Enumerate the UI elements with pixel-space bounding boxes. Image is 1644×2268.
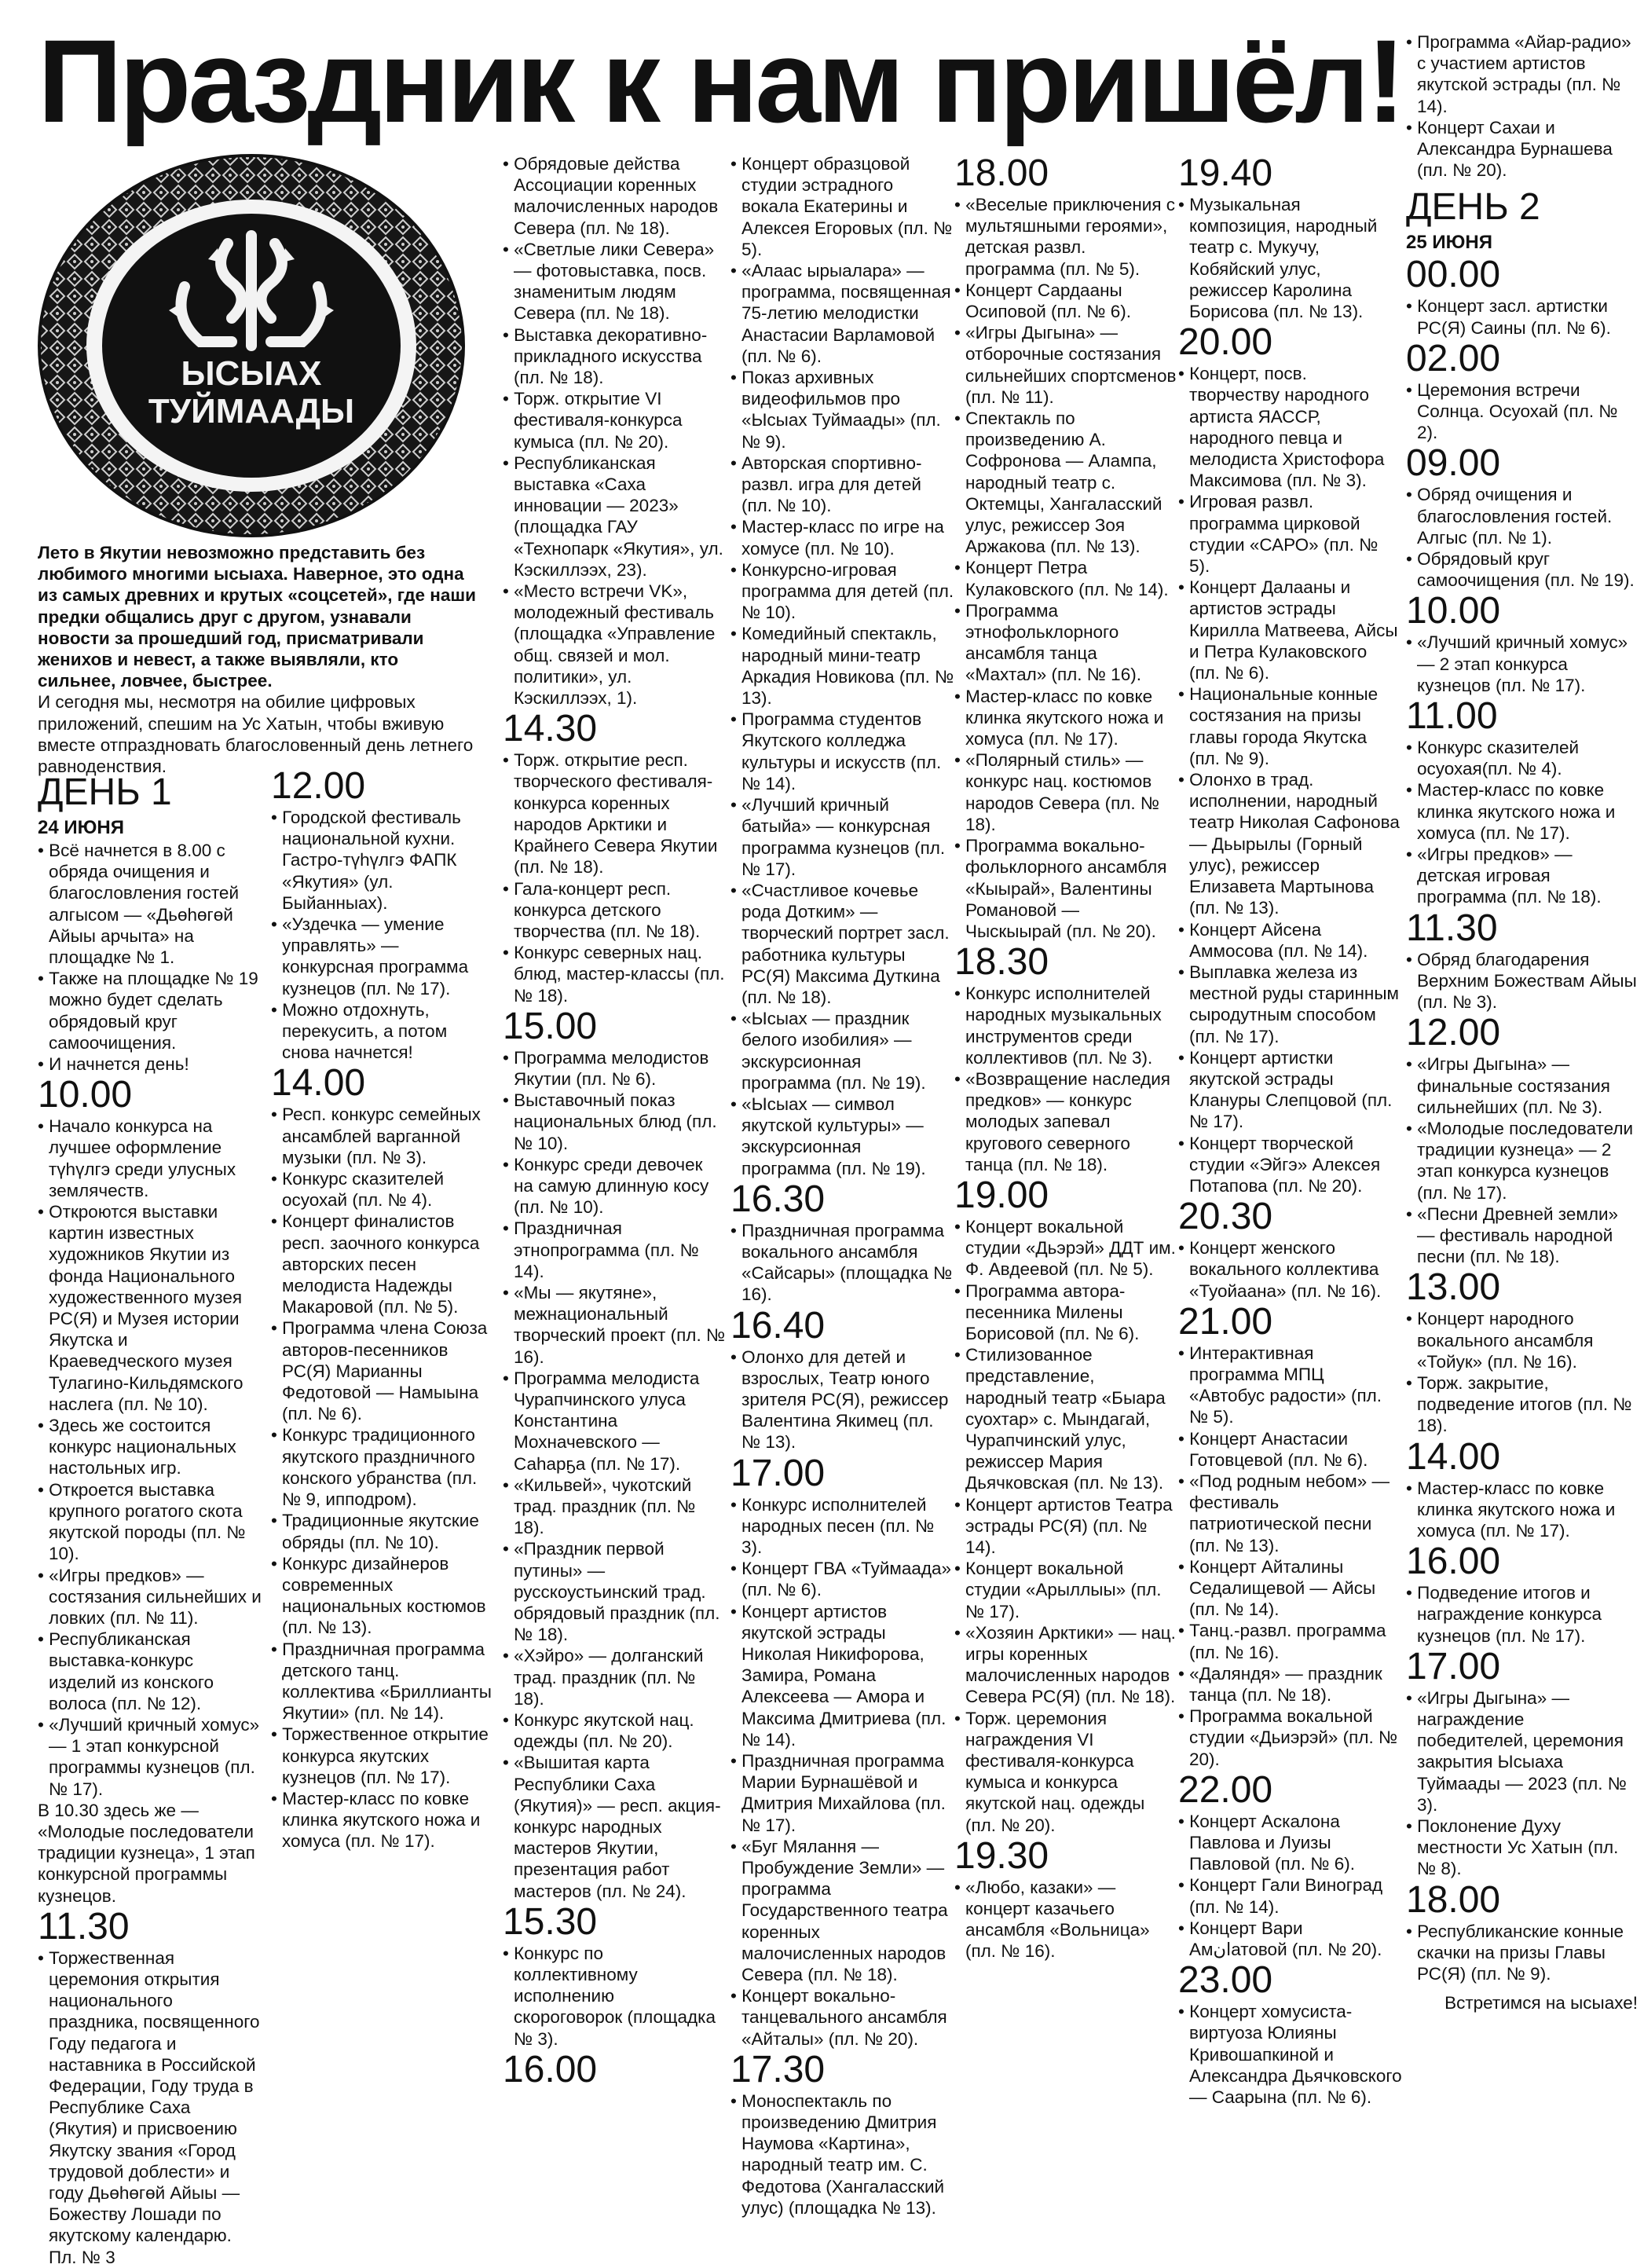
column-7 [1406, 31, 1638, 2013]
list-item: • «Счастливое кочевье рода Дотким» — творческий портрет засл. работника культуры РС(Я) Максима Дуткина (пл. № 18). [730, 880, 954, 1008]
list-item: • «Мы — якутяне», межнациональный творческий проект (пл. № 16). [503, 1282, 727, 1368]
list-item: • «Место встречи VK», молодежный фестиваль (площадка «Управление общ. связей и мол. политики», ул. Кэскиллээх, 1). [503, 581, 727, 709]
list-item: • Моноспектакль по произведению Дмитрия Наумова «Картина», народный театр им. С. Федотова (Хангаласский улус) (площадка № 13). [730, 2090, 954, 2219]
list-item: • Праздничная программа Марии Бурнашёвой и Дмитрия Михайлова (пл. № 17). [730, 1750, 954, 1836]
time-heading: 13.00 [1406, 1266, 1501, 1309]
list-item: • Конкурс по коллективному исполнению скороговорок (площадка № 3). [503, 1943, 727, 2050]
list-item: • Обряд благодарения Верхним Божествам Айыы (пл. № 3). [1406, 949, 1638, 1013]
list-item: • Гала-концерт респ. конкурса детского творчества (пл. № 18). [503, 878, 727, 943]
list-item: • Концерт народного вокального ансамбля «Тойук» (пл. № 16). [1406, 1308, 1638, 1372]
list-item: • Торжественная церемония открытия национального праздника, посвященного Году педагога и наставника в Российской Федерации, Году труда в Республике Саха (Якутия) и присвоению Якутску звания «Город трудовой доблести» и году Дьөһөгөй Айыы — Божеству Лошади по якутскому календарю. Пл. № 3 [38, 1947, 262, 2268]
ysyakh-tuymaady-logo [31, 149, 471, 542]
list-item: • Программа «Айар-радио» с участием артистов якутской эстрады (пл. № 14). [1406, 31, 1638, 117]
list-item: • Торж. закрытие, подведение итогов (пл. № 18). [1406, 1372, 1638, 1437]
list-item: • Конкурс якутской нац. одежды (пл. № 20). [503, 1709, 727, 1752]
list-item: • Концерт артистов якутской эстрады Николая Никифорова, Замира, Романа Алексеева — Амора и Максима Дмитриева (пл. № 14). [730, 1601, 954, 1750]
time-heading: 10.00 [1406, 590, 1501, 632]
list-item: • Концерт хомусиста-виртуоза Юлияны Кривошапкиной и Александра Дьячковского — Саарына (пл. № 6). [1178, 2001, 1402, 2108]
time-heading: 16.00 [1406, 1541, 1501, 1583]
list-item: • Конкурс сказителей осуохай (пл. № 4). [271, 1168, 495, 1211]
intro-body: И сегодня мы, несмотря на обилие цифровых приложений, спешим на Ус Хатын, чтобы вживую вместе отпраздновать благословенный день летнего равноденствия. [38, 692, 474, 777]
list-item: • «Хэйро» — долганский трад. праздник (пл. № 18). [503, 1645, 727, 1709]
list-item: • Мастер-класс по ковке клинка якутского ножа и хомуса (пл. № 17). [1406, 1478, 1638, 1542]
time-heading: 22.00 [1178, 1768, 1273, 1811]
list-item: • Концерт вокальной студии «Арыллыы» (пл. № 17). [954, 1558, 1178, 1622]
list-item: • «Игры предков» — детская игровая программа (пл. № 18). [1406, 844, 1638, 908]
list-item: • Мастер-класс по ковке клинка якутского ножа и хомуса (пл. № 17). [1406, 779, 1638, 844]
list-item: • Концерт вокальной студии «Дьэрэй» ДДТ им. Ф. Авдеевой (пл. № 5). [954, 1216, 1178, 1281]
list-item: • Мастер-класс по игре на хомусе (пл. № 10). [730, 516, 954, 559]
logo-text-line1: ЫСЫАХ [181, 354, 322, 393]
list-item: • Откроется выставка крупного рогатого скота якутской породы (пл. № 10). [38, 1479, 262, 1565]
list-item: • Концерт, посв. творчеству народного артиста ЯАССР, народного певца и мелодиста Христофора Максимова (пл. № 3). [1178, 363, 1402, 491]
list-item: • Концерт вокально-танцевального ансамбля «Айталы» (пл. № 20). [730, 1985, 954, 2050]
list-item: • Концерт Анастасии Готовцевой (пл. № 6). [1178, 1428, 1402, 1471]
intro-lead: Лето в Якутии невозможно представить без любимого многими ысыаха. Наверное, это одна из самых древних и крутых «соцсетей», где наши предки общались друг с другом, узнавали новости за прошедший год, присматривали женихов и невест, а также выявляли, кто сильнее, ловчее, быстрее. [38, 543, 476, 691]
list-item: • Выставочный показ национальных блюд (пл. № 10). [503, 1090, 727, 1154]
list-item: • Конкурс традиционного якутского праздничного конского убранства (пл. № 9, ипподром). [271, 1424, 495, 1510]
time-heading: 23.00 [1178, 1959, 1273, 2002]
time-heading: 19.30 [954, 1834, 1049, 1877]
list-item: • «Под родным небом» — фестиваль патриотической песни (пл. № 13). [1178, 1471, 1402, 1556]
list-item: • Конкурс северных нац. блюд, мастер-классы (пл. № 18). [503, 942, 727, 1006]
column-5 [954, 153, 1178, 1999]
list-item: • Респ. конкурс семейных ансамблей варганной музыки (пл. № 3). [271, 1104, 495, 1168]
time-heading: 16.00 [503, 2048, 598, 2090]
list-item: • Комедийный спектакль, народный мини-театр Аркадия Новикова (пл. № 13). [730, 623, 954, 709]
column-3 [503, 153, 727, 2090]
list-item: • «Кильвей», чукотский трад. праздник (пл. № 18). [503, 1475, 727, 1539]
list-item: • Можно отдохнуть, перекусить, а потом снова начнется! [271, 999, 495, 1064]
list-item: • Концерт артистки якутской эстрады Клануры Слепцовой (пл. № 17). [1178, 1047, 1402, 1133]
day1-heading: ДЕНЬ 1 [38, 771, 172, 813]
list-item: • Церемония встречи Солнца. Осуохай (пл. № 2). [1406, 379, 1638, 444]
list-item: • «Ысыах — символ якутской культуры» — экскурсионная программа (пл. № 19). [730, 1094, 954, 1179]
list-item: • Поклонение Духу местности Ус Хатын (пл. № 8). [1406, 1815, 1638, 1880]
list-item: • «Алаас ырыалара» — программа, посвященная 75-летию мелодистки Анастасии Варламовой (пл. № 6). [730, 260, 954, 367]
list-item: • Мастер-класс по ковке клинка якутского ножа и хомуса (пл. № 17). [954, 686, 1178, 750]
list-item: • «Лучший кричный хомус» — 2 этап конкурса кузнецов (пл. № 17). [1406, 632, 1638, 696]
time-heading: 00.00 [1406, 254, 1501, 296]
day1-date: 24 ИЮНЯ [38, 817, 124, 838]
list-item: • Концерт Гали Виноград (пл. № 14). [1178, 1874, 1402, 1917]
list-item: • Республиканские конные скачки на призы Главы РС(Я) (пл. № 9). [1406, 1921, 1638, 1985]
list-item: • «Игры Дыгына» — финальные состязания сильнейших (пл. № 3). [1406, 1053, 1638, 1118]
list-item: • Праздничная этнопрограмма (пл. № 14). [503, 1218, 727, 1282]
column-4 [730, 153, 954, 2218]
list-item: • Концерт творческой студии «Эйгэ» Алексея Потапова (пл. № 20). [1178, 1133, 1402, 1197]
list-item: • «Праздник первой путины» — русскоустьинский трад. обрядовый праздник (пл. № 18). [503, 1538, 727, 1645]
list-item: • Программа мелодистов Якутии (пл. № 6). [503, 1047, 727, 1090]
list-item: • Конкурс сказителей осуохая(пл. № 4). [1406, 737, 1638, 779]
list-item: • Стилизованное представление, народный театр «Быара суохтар» с. Мындагай, Чурапчинский улус, режиссер Мария Дьячковская (пл. № 13). [954, 1344, 1178, 1493]
list-item: • Праздничная программа вокального ансамбля «Сайсары» (площадка № 16). [730, 1220, 954, 1306]
list-item: • Подведение итогов и награждение конкурса кузнецов (пл. № 17). [1406, 1582, 1638, 1647]
time-heading: 18.00 [1406, 1878, 1501, 1921]
list-item: • «Ысыах — праздник белого изобилия» — экскурсионная программа (пл. № 19). [730, 1008, 954, 1094]
list-item: • Также на площадке № 19 можно будет сделать обрядовый круг самоочищения. [38, 968, 262, 1053]
list-item: • Обрядовые действа Ассоциации коренных малочисленных народов Севера (пл. № 18). [503, 153, 727, 239]
time-heading: 20.00 [1178, 321, 1273, 364]
time-heading: 12.00 [271, 765, 366, 807]
column-6 [1178, 152, 1402, 2108]
list-note: В 10.30 здесь же — «Молодые последователи традиции кузнеца», 1 этап конкурсной программы кузнецов. [38, 1800, 255, 1906]
list-item: • Концерт Петра Кулаковского (пл. № 14). [954, 557, 1178, 599]
list-item: • «Игры предков» — состязания сильнейших и ловких (пл. № 11). [38, 1565, 262, 1629]
list-item: • Торж. открытие респ. творческого фестиваля-конкурса коренных народов Арктики и Крайнего Севера Якутии (пл. № 18). [503, 749, 727, 878]
list-item: • Выплавка железа из местной руды старинным сыродутным способом (пл. № 17). [1178, 962, 1402, 1047]
list-item: • Конкурс дизайнеров современных национальных костюмов (пл. № 13). [271, 1553, 495, 1639]
time-heading: 20.30 [1178, 1196, 1273, 1238]
list-item: • Концерт Сардааны Осиповой (пл. № 6). [954, 280, 1178, 322]
list-item: • Концерт женского вокального коллектива «Туойаана» (пл. № 16). [1178, 1237, 1402, 1302]
day2-date: 25 ИЮНЯ [1406, 232, 1492, 254]
list-item: • Конкурс среди девочек на самую длинную косу (пл. № 10). [503, 1154, 727, 1218]
list-item: • Конкурс исполнителей народных песен (пл. № 3). [730, 1494, 954, 1559]
list-item: • Программа вокальной студии «Дьиэрэй» (пл. № 20). [1178, 1706, 1402, 1770]
list-item: • Здесь же состоится конкурс национальных настольных игр. [38, 1415, 262, 1479]
time-heading: 02.00 [1406, 337, 1501, 379]
list-item: • Программа мелодиста Чурапчинского улуса Константина Мохначевского — Саһарҕа (пл. № 17). [503, 1368, 727, 1475]
list-item: • «Хозяин Арктики» — нац. игры коренных малочисленных народов Севера РС(Я) (пл. № 18). [954, 1622, 1178, 1708]
list-item: • Торжественное открытие конкурса якутских кузнецов (пл. № 17). [271, 1724, 495, 1788]
list-item: • «Вышитая карта Республики Саха (Якутия)» — респ. акция-конкурс народных мастеров Якутии, презентация работ мастеров (пл. № 24). [503, 1752, 727, 1901]
list-item: • И начнется день! [38, 1053, 262, 1075]
time-heading: 17.30 [730, 2048, 826, 2090]
list-item: • Обряд очищения и благословления гостей. Алгыс (пл. № 1). [1406, 484, 1638, 548]
closing-line: Встретимся на ысыахе! [1444, 1993, 1638, 2013]
time-heading: 17.00 [730, 1452, 826, 1494]
time-heading: 16.40 [730, 1304, 826, 1347]
list-item: • «Любо, казаки» — концерт казачьего ансамбля «Вольница» (пл. № 16). [954, 1877, 1178, 1962]
time-heading: 14.00 [271, 1062, 366, 1105]
time-heading: 15.00 [503, 1005, 598, 1047]
list-item: • «Молодые последователи традиции кузнеца» — 2 этап конкурса кузнецов (пл. № 17). [1406, 1118, 1638, 1204]
list-item: • Торж. открытие VI фестиваля-конкурса кумыса (пл. № 20). [503, 388, 727, 453]
list-item: • «Веселые приключения с мультяшными героями», детская развл. программа (пл. № 5). [954, 194, 1178, 280]
list-item: • Игровая развл. программа цирковой студии «САРО» (пл. № 5). [1178, 491, 1402, 577]
time-heading: 14.30 [503, 708, 598, 750]
time-heading: 17.00 [1406, 1645, 1501, 1687]
list-item: • Концерт артистов Театра эстрады РС(Я) (пл. № 14). [954, 1494, 1178, 1559]
list-item: • «Уздечка — умение управлять» — конкурсная программа кузнецов (пл. № 17). [271, 914, 495, 999]
list-item: • Спектакль по произведению А. Софронова — Алампа, народный театр с. Октемцы, Хангаласский улус, режиссер Зоя Аржакова (пл. № 13). [954, 408, 1178, 557]
list-item: • Концерт Айталины Седалищевой — Айсы (пл. № 14). [1178, 1556, 1402, 1621]
list-item: • «Игры Дыгына» — награждение победителей, церемония закрытия Ысыаха Туймаады — 2023 (пл. № 3). [1406, 1687, 1638, 1815]
list-item: • Показ архивных видеофильмов про «Ысыах Туймаады» (пл. № 9). [730, 367, 954, 453]
list-item: • Республиканская выставка-конкурс изделий из конского волоса (пл. № 12). [38, 1629, 262, 1714]
list-item: • Всё начнется в 8.00 с обряда очищения и благословления гостей алгысом — «Дьөһөгөй Айыы арчыта» на площадке № 1. [38, 840, 262, 968]
time-heading: 19.00 [954, 1174, 1049, 1216]
list-item: • Концерт образцовой студии эстрадного вокала Екатерины и Алексея Егоровых (пл. № 5). [730, 153, 954, 260]
intro-block [38, 542, 478, 777]
list-item: • «Игры Дыгына» — отборочные состязания сильнейших спортсменов (пл. № 11). [954, 322, 1178, 408]
list-item: • Традиционные якутские обряды (пл. № 10). [271, 1510, 495, 1552]
list-item: • Обрядовый круг самоочищения (пл. № 19). [1406, 548, 1638, 591]
time-heading: 19.40 [1178, 152, 1273, 194]
column-1 [38, 766, 262, 2267]
time-heading: 09.00 [1406, 442, 1501, 485]
list-item: • «Лучший кричный хомус» — 1 этап конкурсной программы кузнецов (пл. № 17). [38, 1714, 262, 1800]
day2-heading: ДЕНЬ 2 [1406, 186, 1540, 229]
list-item: • Концерт Далааны и артистов эстрады Кирилла Матвеева, Айсы и Петра Кулаковского (пл. № 6). [1178, 577, 1402, 683]
list-item: • Мастер-класс по ковке клинка якутского ножа и хомуса (пл. № 17). [271, 1788, 495, 1852]
list-item: • Программа члена Союза авторов-песенников РС(Я) Марианны Федотовой — Намыына (пл. № 6). [271, 1317, 495, 1424]
page-title: Праздник к нам пришёл! [38, 15, 1403, 147]
list-item: • «Лучший кричный батыйа» — конкурсная программа кузнецов (пл. № 17). [730, 794, 954, 880]
list-item: • Концерт финалистов респ. заочного конкурса авторских песен мелодиста Надежды Макаровой (пл. № 5). [271, 1211, 495, 1317]
time-heading: 21.00 [1178, 1300, 1273, 1343]
list-item: • Концерт Аскалона Павлова и Луизы Павловой (пл. № 6). [1178, 1811, 1402, 1875]
list-item: • Музыкальная композиция, народный театр с. Мукучу, Кобяйский улус, режиссер Каролина Борисова (пл. № 13). [1178, 194, 1402, 322]
list-item: • «Буг Мялання — Пробуждение Земли» — программа Государственного театра коренных малочисленных народов Севера (пл. № 18). [730, 1836, 954, 1985]
list-item: • Программа этнофольклорного ансамбля танца «Махтал» (пл. № 16). [954, 600, 1178, 686]
list-item: • Концерт Сахаи и Александра Бурнашева (пл. № 20). [1406, 117, 1638, 181]
list-item: • Олонхо для детей и взрослых, Театр юного зрителя РС(Я), режиссер Валентина Якимец (пл. № 13). [730, 1347, 954, 1453]
list-item: • Программа вокально-фольклорного ансамбля «Кыырай», Валентины Романовой — Чыскыырай (пл. № 20). [954, 835, 1178, 942]
list-item: • «Светлые лики Севера» — фотовыставка, посв. знаменитым людям Севера (пл. № 18). [503, 239, 727, 324]
list-item: • Конкурсно-игровая программа для детей (пл. № 10). [730, 559, 954, 624]
list-item: • Выставка декоративно-прикладного искусства (пл. № 18). [503, 324, 727, 389]
list-item: • Авторская спортивно-развл. игра для детей (пл. № 10). [730, 453, 954, 517]
list-item: • Конкурс исполнителей народных музыкальных инструментов среди коллективов (пл. № 3). [954, 983, 1178, 1068]
list-item: • Откроются выставки картин известных художников Якутии из фонда Национального художественного музея РС(Я) и Музея истории Якутска и Краеведческого музея Тулагино-Кильдямского наслега (пл. № 10). [38, 1201, 262, 1415]
list-item: • Концерт ГВА «Туймаада» (пл. № 6). [730, 1558, 954, 1600]
list-item: • Торж. церемония награждения VI фестиваля-конкурса кумыса и конкурса якутской нац. одежды (пл. № 20). [954, 1708, 1178, 1836]
list-item: • Олонхо в трад. исполнении, народный театр Николая Сафонова — Дьырылы (Горный улус), режиссер Елизавета Мартынова (пл. № 13). [1178, 769, 1402, 918]
list-item: • Республиканская выставка «Саха инновации — 2023» (площадка ГАУ «Технопарк «Якутия», ул. Кэскиллээх, 23). [503, 453, 727, 581]
column-2 [271, 766, 495, 1999]
list-item: • «Полярный стиль» — конкурс нац. костюмов народов Севера (пл. № 18). [954, 749, 1178, 835]
list-item: • Концерт засл. артистки РС(Я) Саины (пл. № 6). [1406, 295, 1638, 338]
time-heading: 15.30 [503, 1900, 598, 1943]
time-heading: 18.30 [954, 941, 1049, 984]
time-heading: 16.30 [730, 1178, 826, 1220]
list-item: • «Даляндя» — праздник танца (пл. № 18). [1178, 1663, 1402, 1706]
time-heading: 11.00 [1406, 695, 1498, 738]
list-item: • Национальные конные состязания на призы главы города Якутска (пл. № 9). [1178, 683, 1402, 769]
list-item: • «Возвращение наследия предков» — конкурс молодых запевал кругового северного танца (пл. № 18). [954, 1068, 1178, 1175]
list-item: • Программа автора-песенника Милены Борисовой (пл. № 6). [954, 1281, 1178, 1345]
list-item: • Концерт Вари Амانатовой (пл. № 20). [1178, 1918, 1402, 1960]
logo-text-line2: ТУЙМААДЫ [148, 392, 355, 431]
list-item: • Начало конкурса на лучшее оформление түһүлгэ среди улусных землячеств. [38, 1116, 262, 1201]
list-item: • Городской фестиваль национальной кухни. Гастро-түһүлгэ ФАПК «Якутия» (ул. Быйанныах). [271, 807, 495, 914]
time-heading: 12.00 [1406, 1012, 1501, 1054]
list-item: • «Песни Древней земли» — фестиваль народной песни (пл. № 18). [1406, 1204, 1638, 1268]
list-item: • Танц.-развл. программа (пл. № 16). [1178, 1620, 1402, 1662]
list-item: • Концерт Айсена Аммосова (пл. № 14). [1178, 919, 1402, 962]
time-heading: 14.00 [1406, 1435, 1501, 1478]
list-item: • Праздничная программа детского танц. коллектива «Бриллианты Якутии» (пл. № 14). [271, 1639, 495, 1724]
list-item: • Интерактивная программа МПЦ «Автобус радости» (пл. № 5). [1178, 1343, 1402, 1428]
time-heading: 18.00 [954, 152, 1049, 194]
time-heading: 11.30 [38, 1905, 130, 1947]
list-item: • Программа студентов Якутского колледжа культуры и искусств (пл. № 14). [730, 709, 954, 794]
time-heading: 10.00 [38, 1074, 133, 1116]
time-heading: 11.30 [1406, 907, 1498, 949]
